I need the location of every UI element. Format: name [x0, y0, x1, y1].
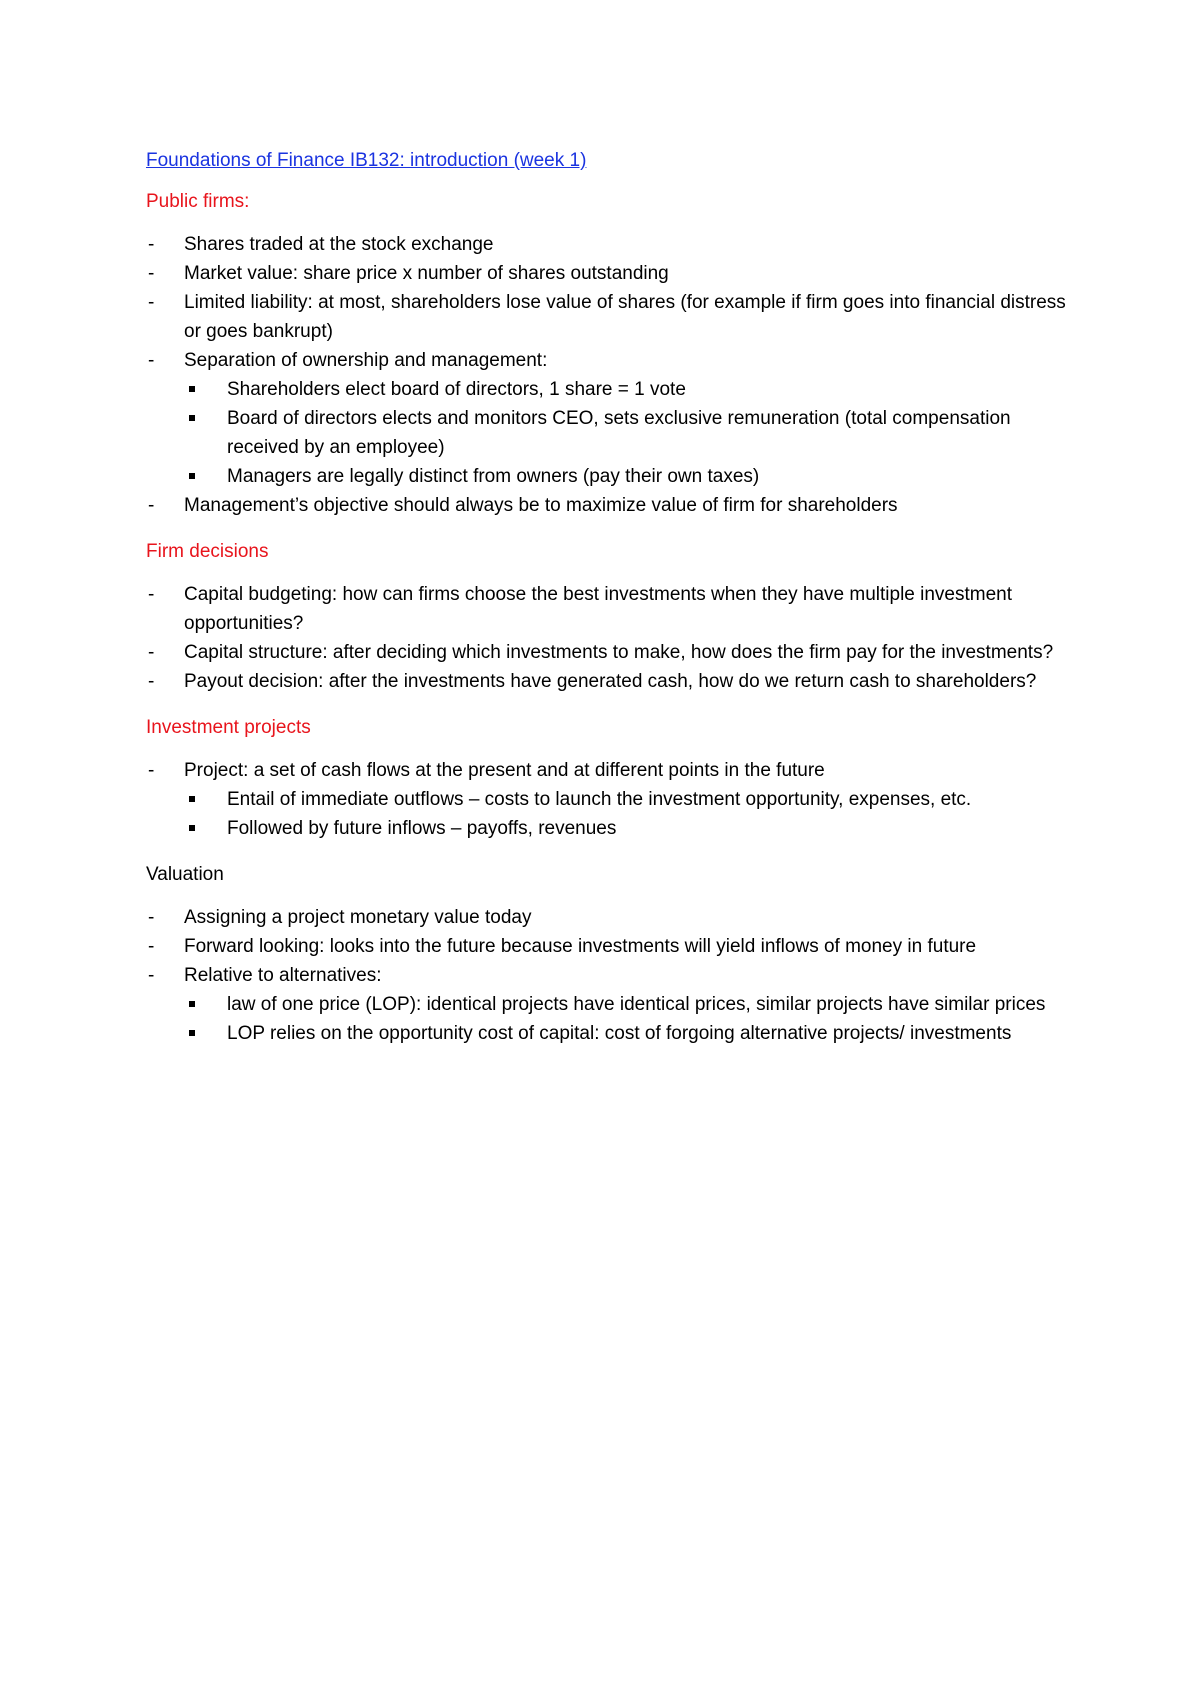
sub-list-item: [184, 375, 1076, 404]
sub-list-item: [184, 814, 1076, 843]
section-heading-valuation: Valuation: [146, 864, 224, 885]
list-item-text: Forward looking: looks into the future because investments will yield inflows of money in future: [184, 936, 977, 957]
list-item-text: Market value: share price x number of shares outstanding: [184, 263, 669, 284]
list-item: [146, 932, 1076, 961]
square-bullet-icon: [189, 1030, 195, 1036]
list-item-text: Separation of ownership and management:: [184, 350, 548, 371]
list-item-text: Project: a set of cash flows at the present and at different points in the future: [184, 760, 825, 781]
dash-marker: -: [148, 584, 155, 605]
list-item-text: Capital structure: after deciding which investments to make, how does the firm pay for the investments?: [184, 642, 1054, 663]
list-item: [146, 259, 1076, 288]
dash-marker: -: [148, 671, 155, 692]
dash-marker: -: [148, 263, 155, 284]
list-item-text: Management’s objective should always be to maximize value of firm for shareholders: [184, 495, 898, 516]
dash-marker: -: [148, 234, 155, 255]
bullet-list-valuation: [146, 903, 1076, 1048]
list-item-text: Payout decision: after the investments have generated cash, how do we return cash to shareholders?: [184, 671, 1037, 692]
list-item: [146, 667, 1076, 696]
sub-list-item: [184, 785, 1076, 814]
bullet-list-investment-projects: [146, 756, 1076, 843]
sub-list-item: [184, 990, 1076, 1019]
list-item: [146, 961, 1076, 1048]
list-item-text: Assigning a project monetary value today: [184, 907, 532, 928]
list-item: [146, 903, 1076, 932]
dash-marker: -: [148, 350, 155, 371]
square-bullet-icon: [189, 415, 195, 421]
dash-marker: -: [148, 936, 155, 957]
dash-marker: -: [148, 907, 155, 928]
sub-list-item: [184, 404, 1076, 462]
bullet-list-public-firms: [146, 230, 1076, 520]
list-item-text: Relative to alternatives:: [184, 965, 382, 986]
sub-list-item: [184, 1019, 1076, 1048]
document-content: [146, 146, 1076, 1065]
sub-bullet-list: [184, 375, 1076, 491]
square-bullet-icon: [189, 825, 195, 831]
dash-marker: -: [148, 965, 155, 986]
section-heading-public-firms: Public firms:: [146, 191, 250, 212]
square-bullet-icon: [189, 386, 195, 392]
section-heading-investment-projects: Investment projects: [146, 717, 311, 738]
dash-marker: -: [148, 642, 155, 663]
sub-bullet-list: [184, 785, 1076, 843]
square-bullet-icon: [189, 1001, 195, 1007]
list-item: [146, 491, 1076, 520]
sub-list-item-text: LOP relies on the opportunity cost of capital: cost of forgoing alternative projects/ investments: [227, 1023, 1012, 1044]
list-item-text: Shares traded at the stock exchange: [184, 234, 494, 255]
sub-list-item-text: Entail of immediate outflows – costs to launch the investment opportunity, expenses, etc.: [227, 789, 972, 810]
sub-list-item-text: Followed by future inflows – payoffs, revenues: [227, 818, 617, 839]
bullet-list-firm-decisions: [146, 580, 1076, 696]
list-item: [146, 638, 1076, 667]
list-item: [146, 346, 1076, 491]
sub-list-item-text: law of one price (LOP): identical projects have identical prices, similar projects have similar prices: [227, 994, 1046, 1015]
list-item: [146, 580, 1076, 638]
sub-bullet-list: [184, 990, 1076, 1048]
dash-marker: -: [148, 760, 155, 781]
list-item-text: Capital budgeting: how can firms choose the best investments when they have multiple investment opportunities?: [184, 584, 1013, 634]
list-item-text: Limited liability: at most, shareholders lose value of shares (for example if firm goes into financial distress or goes bankrupt): [184, 292, 1066, 342]
list-item: [146, 230, 1076, 259]
section-heading-firm-decisions: Firm decisions: [146, 541, 269, 562]
sub-list-item-text: Managers are legally distinct from owners (pay their own taxes): [227, 466, 760, 487]
sub-list-item-text: Shareholders elect board of directors, 1 share = 1 vote: [227, 379, 686, 400]
list-item: [146, 288, 1076, 346]
square-bullet-icon: [189, 796, 195, 802]
dash-marker: -: [148, 495, 155, 516]
dash-marker: -: [148, 292, 155, 313]
sub-list-item: [184, 462, 1076, 491]
document-title: Foundations of Finance IB132: introduction (week 1): [146, 150, 587, 171]
sub-list-item-text: Board of directors elects and monitors CEO, sets exclusive remuneration (total compensation received by an employee): [227, 408, 1011, 458]
square-bullet-icon: [189, 473, 195, 479]
list-item: [146, 756, 1076, 843]
